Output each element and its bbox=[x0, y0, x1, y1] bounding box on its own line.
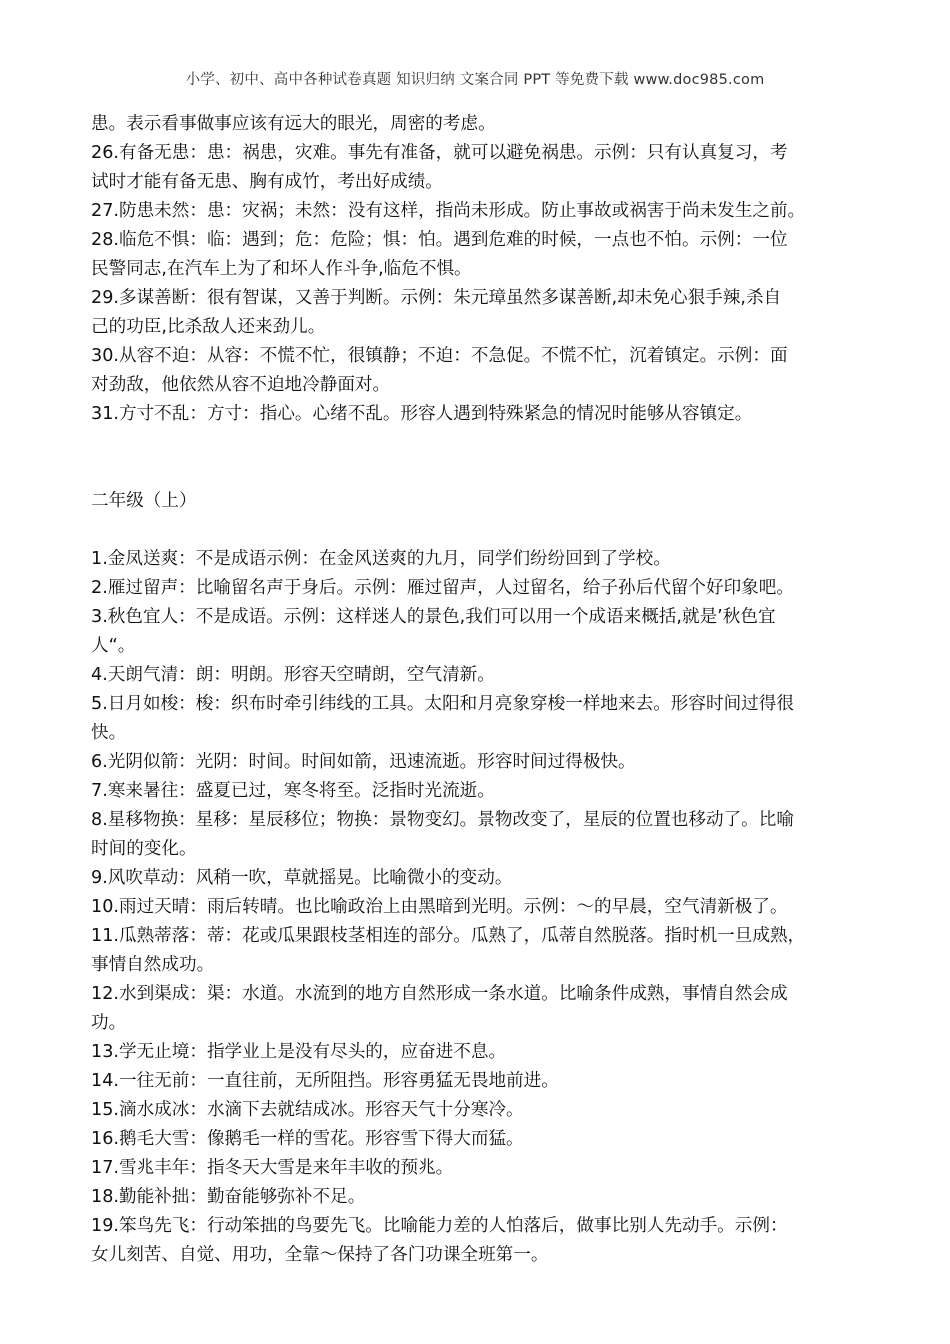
text-line: 人“。 bbox=[91, 636, 136, 656]
text-line: 试时才能有备无患、胸有成竹，考出好成绩。 bbox=[91, 172, 443, 192]
text-line: 7.寒来暑往：盛夏已过，寒冬将至。泛指时光流逝。 bbox=[91, 781, 495, 801]
text-line: 2.雁过留声：比喻留名声于身后。示例：雁过留声，人过留名，给子孙后代留个好印象吧。 bbox=[91, 578, 794, 598]
text-line: 17.雪兆丰年：指冬天大雪是来年丰收的预兆。 bbox=[91, 1158, 454, 1178]
text-line: 民警同志,在汽车上为了和坏人作斗争,临危不惧。 bbox=[91, 259, 472, 279]
spacer bbox=[91, 458, 866, 487]
text-line: 4.天朗气清：朗：明朗。形容天空晴朗，空气清新。 bbox=[91, 665, 495, 685]
text-line: 29.多谋善断：很有智谋，又善于判断。示例：朱元璋虽然多谋善断,却未免心狠手辣,杀自 bbox=[91, 288, 782, 308]
text-line: 时间的变化。 bbox=[91, 839, 197, 859]
section-title: 二年级（上） bbox=[91, 491, 197, 511]
text-line: 己的功臣,比杀敌人还来劲儿。 bbox=[91, 317, 326, 337]
text-line: 30.从容不迫：从容：不慌不忙，很镇静；不迫：不急促。不慌不忙，沉着镇定。示例：面 bbox=[91, 346, 788, 366]
text-line: 11.瓜熟蒂落：蒂：花或瓜果跟枝茎相连的部分。瓜熟了，瓜蒂自然脱落。指时机一旦成熟， bbox=[91, 926, 806, 946]
text-line: 6.光阴似箭：光阴：时间。时间如箭，迅速流逝。形容时间过得极快。 bbox=[91, 752, 636, 772]
text-line: 事情自然成功。 bbox=[91, 955, 215, 975]
text-line: 14.一往无前：一直往前，无所阻挡。形容勇猛无畏地前进。 bbox=[91, 1071, 559, 1091]
document-body bbox=[91, 110, 866, 1270]
text-line: 27.防患未然：患：灾祸；未然：没有这样，指尚未形成。防止事故或祸害于尚未发生之前。 bbox=[91, 201, 806, 221]
text-line: 26.有备无患：患：祸患，灾难。事先有准备，就可以避免祸患。示例：只有认真复习，考 bbox=[91, 143, 788, 163]
spacer bbox=[91, 516, 866, 545]
text-line: 31.方寸不乱：方寸：指心。心绪不乱。形容人遇到特殊紧急的情况时能够从容镇定。 bbox=[91, 404, 753, 424]
text-line: 16.鹅毛大雪：像鹅毛一样的雪花。形容雪下得大而猛。 bbox=[91, 1129, 524, 1149]
text-line: 8.星移物换：星移：星辰移位；物换：景物变幻。景物改变了，星辰的位置也移动了。比喻 bbox=[91, 810, 794, 830]
text-line: 19.笨鸟先飞：行动笨拙的鸟要先飞。比喻能力差的人怕落后，做事比别人先动手。示例： bbox=[91, 1216, 788, 1236]
spacer bbox=[91, 429, 866, 458]
text-line: 1.金凤送爽：不是成语示例：在金风送爽的九月，同学们纷纷回到了学校。 bbox=[91, 549, 671, 569]
text-line: 28.临危不惧：临：遇到；危：危险；惧：怕。遇到危难的时候，一点也不怕。示例：一位 bbox=[91, 230, 788, 250]
text-line: 12.水到渠成：渠：水道。水流到的地方自然形成一条水道。比喻条件成熟，事情自然会成 bbox=[91, 984, 788, 1004]
idiom-list-grade2 bbox=[91, 545, 866, 1270]
text-line: 13.学无止境：指学业上是没有尽头的，应奋进不息。 bbox=[91, 1042, 507, 1062]
text-line: 5.日月如梭：梭：织布时牵引纬线的工具。太阳和月亮象穿梭一样地来去。形容时间过得很 bbox=[91, 694, 794, 714]
text-line: 3.秋色宜人：不是成语。示例：这样迷人的景色,我们可以用一个成语来概括,就是’秋色宜 bbox=[91, 607, 776, 627]
idiom-list-continued bbox=[91, 110, 866, 429]
text-line: 快。 bbox=[91, 723, 127, 743]
text-line: 功。 bbox=[91, 1013, 127, 1033]
text-line: 15.滴水成冰：水滴下去就结成冰。形容天气十分寒冷。 bbox=[91, 1100, 524, 1120]
text-line: 9.风吹草动：风稍一吹，草就摇晃。比喻微小的变动。 bbox=[91, 868, 513, 888]
page-header: 小学、初中、高中各种试卷真题 知识归纳 文案合同 PPT 等免费下载 www.doc985.com bbox=[185, 72, 765, 88]
text-line: 对劲敌，他依然从容不迫地冷静面对。 bbox=[91, 375, 391, 395]
text-line: 10.雨过天晴：雨后转晴。也比喻政治上由黑暗到光明。示例：～的早晨，空气清新极了。 bbox=[91, 897, 788, 917]
text-line: 18.勤能补拙：勤奋能够弥补不足。 bbox=[91, 1187, 366, 1207]
text-line: 患。表示看事做事应该有远大的眼光，周密的考虑。 bbox=[91, 114, 496, 134]
text-line: 女儿刻苦、自觉、用功，全靠～保持了各门功课全班第一。 bbox=[91, 1245, 549, 1265]
